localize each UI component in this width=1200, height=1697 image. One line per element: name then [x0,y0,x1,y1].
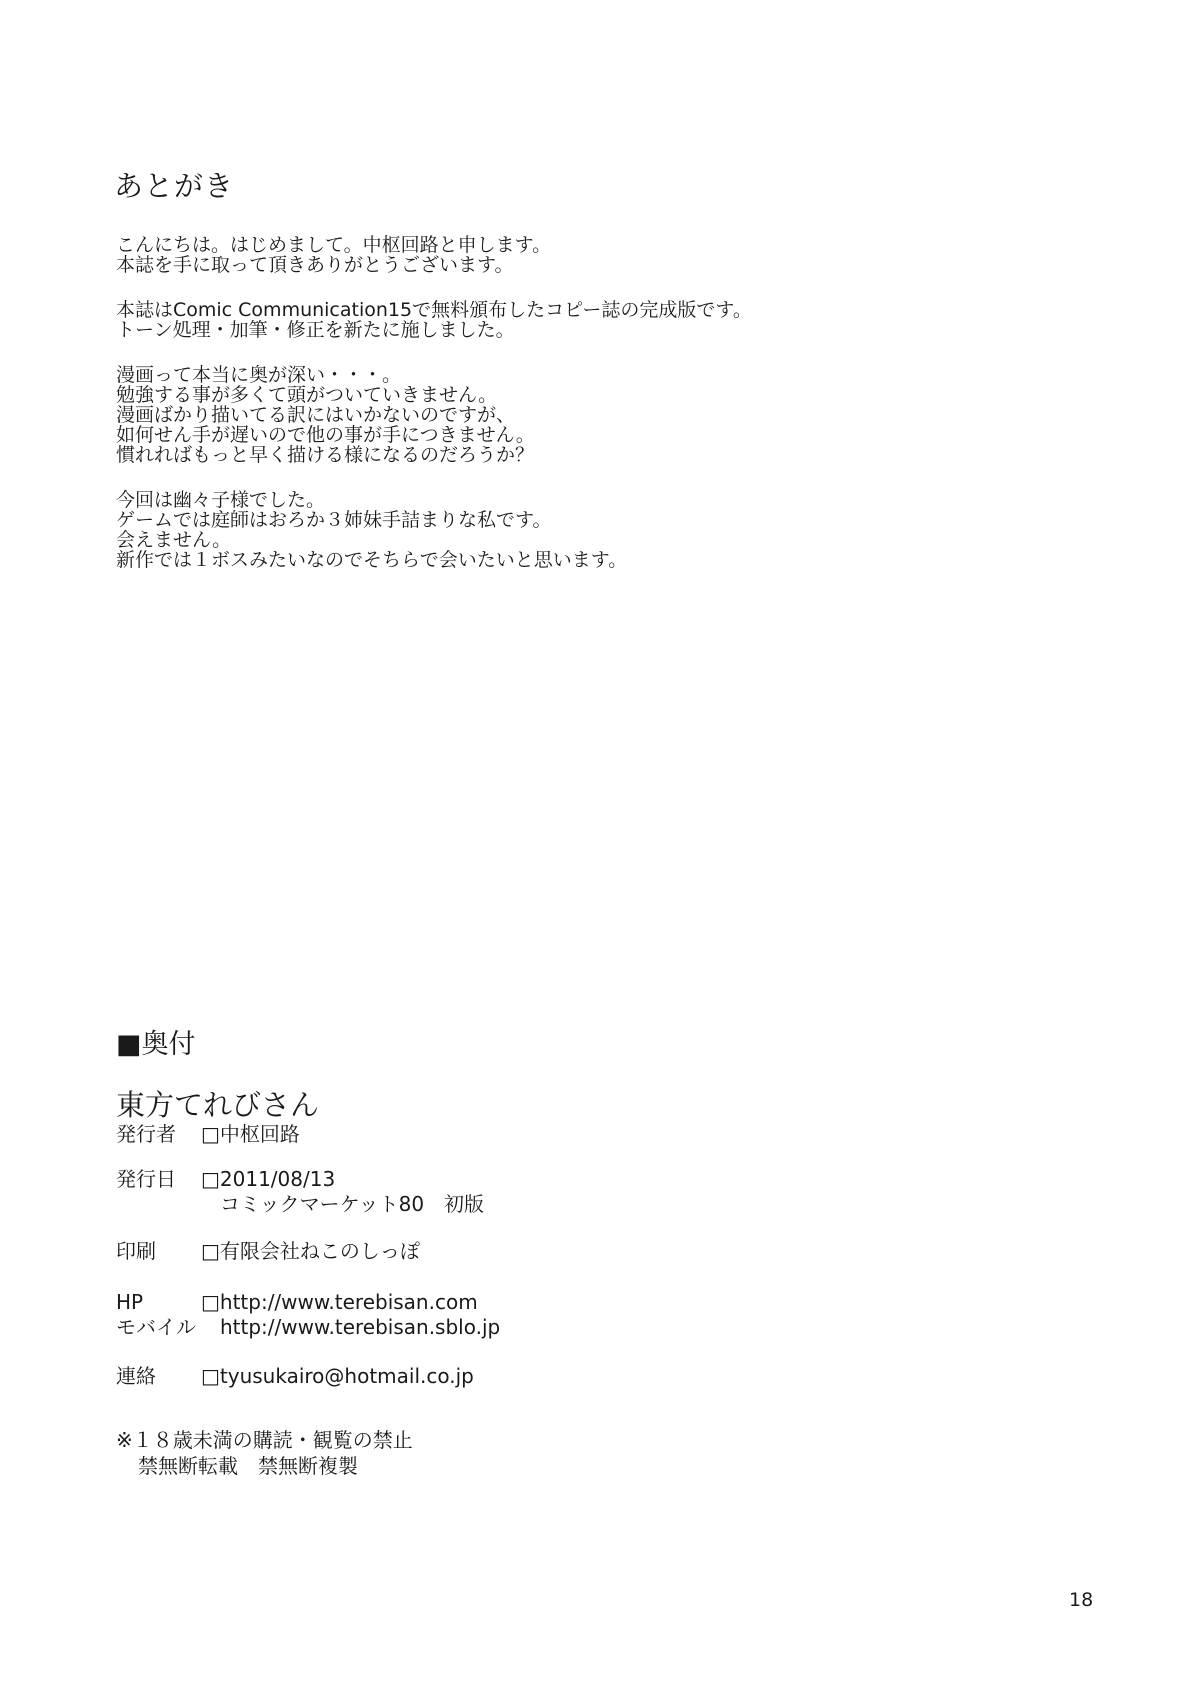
age-restriction-text: ※１８歳未満の購読・観覧の禁止 [116,1428,413,1452]
colophon-heading: ■奥付 [116,1029,196,1060]
afterword-paragraph-edition [116,300,1016,340]
afterword-line: トーン処理・加筆・修正を新たに施しました。 [116,319,515,341]
afterword-line: 本誌はComic Communication15で無料頒布したコピー誌の完成版です。 [116,299,752,321]
afterword-line: 如何せん手が遅いので他の事が手につきません。 [116,424,535,446]
mobile-label: モバイル [116,1315,196,1339]
publisher-label: 発行者 [116,1122,176,1146]
afterword-line: 漫画って本当に奥が深い・・・。 [116,364,402,386]
hp-url[interactable]: □http://www.terebisan.com [201,1290,478,1314]
afterword-line: 漫画ばかり描いてる訳にはいかないのですが、 [116,404,516,426]
issue-event-value: コミックマーケット80 初版 [220,1192,485,1216]
afterword-line: 今回は幽々子様でした。 [116,489,326,511]
copy-restriction-text: 禁無断転載 禁無断複製 [138,1454,358,1478]
afterword-line: 慣れればもっと早く描ける様になるのだろうか？ [116,444,535,466]
afterword-paragraph-greeting [116,235,1016,275]
publisher-value: □中枢回路 [201,1122,300,1146]
contact-email[interactable]: □tyusukairo@hotmail.co.jp [201,1364,474,1388]
contact-label: 連絡 [116,1364,156,1388]
restriction-notice [116,1427,413,1479]
afterword-title: あとがき [114,169,235,203]
afterword-line: ゲームでは庭師はおろか３姉妹手詰まりな私です。 [116,509,552,531]
afterword-body [116,235,1016,595]
afterword-line: 勉強する事が多くて頭がついていきません。 [116,384,498,406]
afterword-line: こんにちは。はじめまして。中枢回路と申します。 [116,234,552,256]
issue-date-label: 発行日 [116,1167,176,1191]
afterword-line: 本誌を手に取って頂きありがとうございます。 [116,254,514,276]
afterword-paragraph-character [116,490,1016,570]
afterword-paragraph-manga [116,365,1016,465]
issue-date-value: □2011/08/13 [201,1167,336,1191]
hp-label: HP [116,1290,144,1314]
printer-value: □有限会社ねこのしっぽ [201,1239,420,1263]
book-title: 東方てれびさん [116,1088,320,1122]
mobile-url[interactable]: http://www.terebisan.sblo.jp [220,1315,501,1339]
afterword-line: 新作では１ボスみたいなのでそちらで会いたいと思います。 [116,549,628,571]
printer-label: 印刷 [116,1239,156,1263]
afterword-line: 会えません。 [116,529,232,551]
page-number: 18 [1069,1589,1094,1611]
